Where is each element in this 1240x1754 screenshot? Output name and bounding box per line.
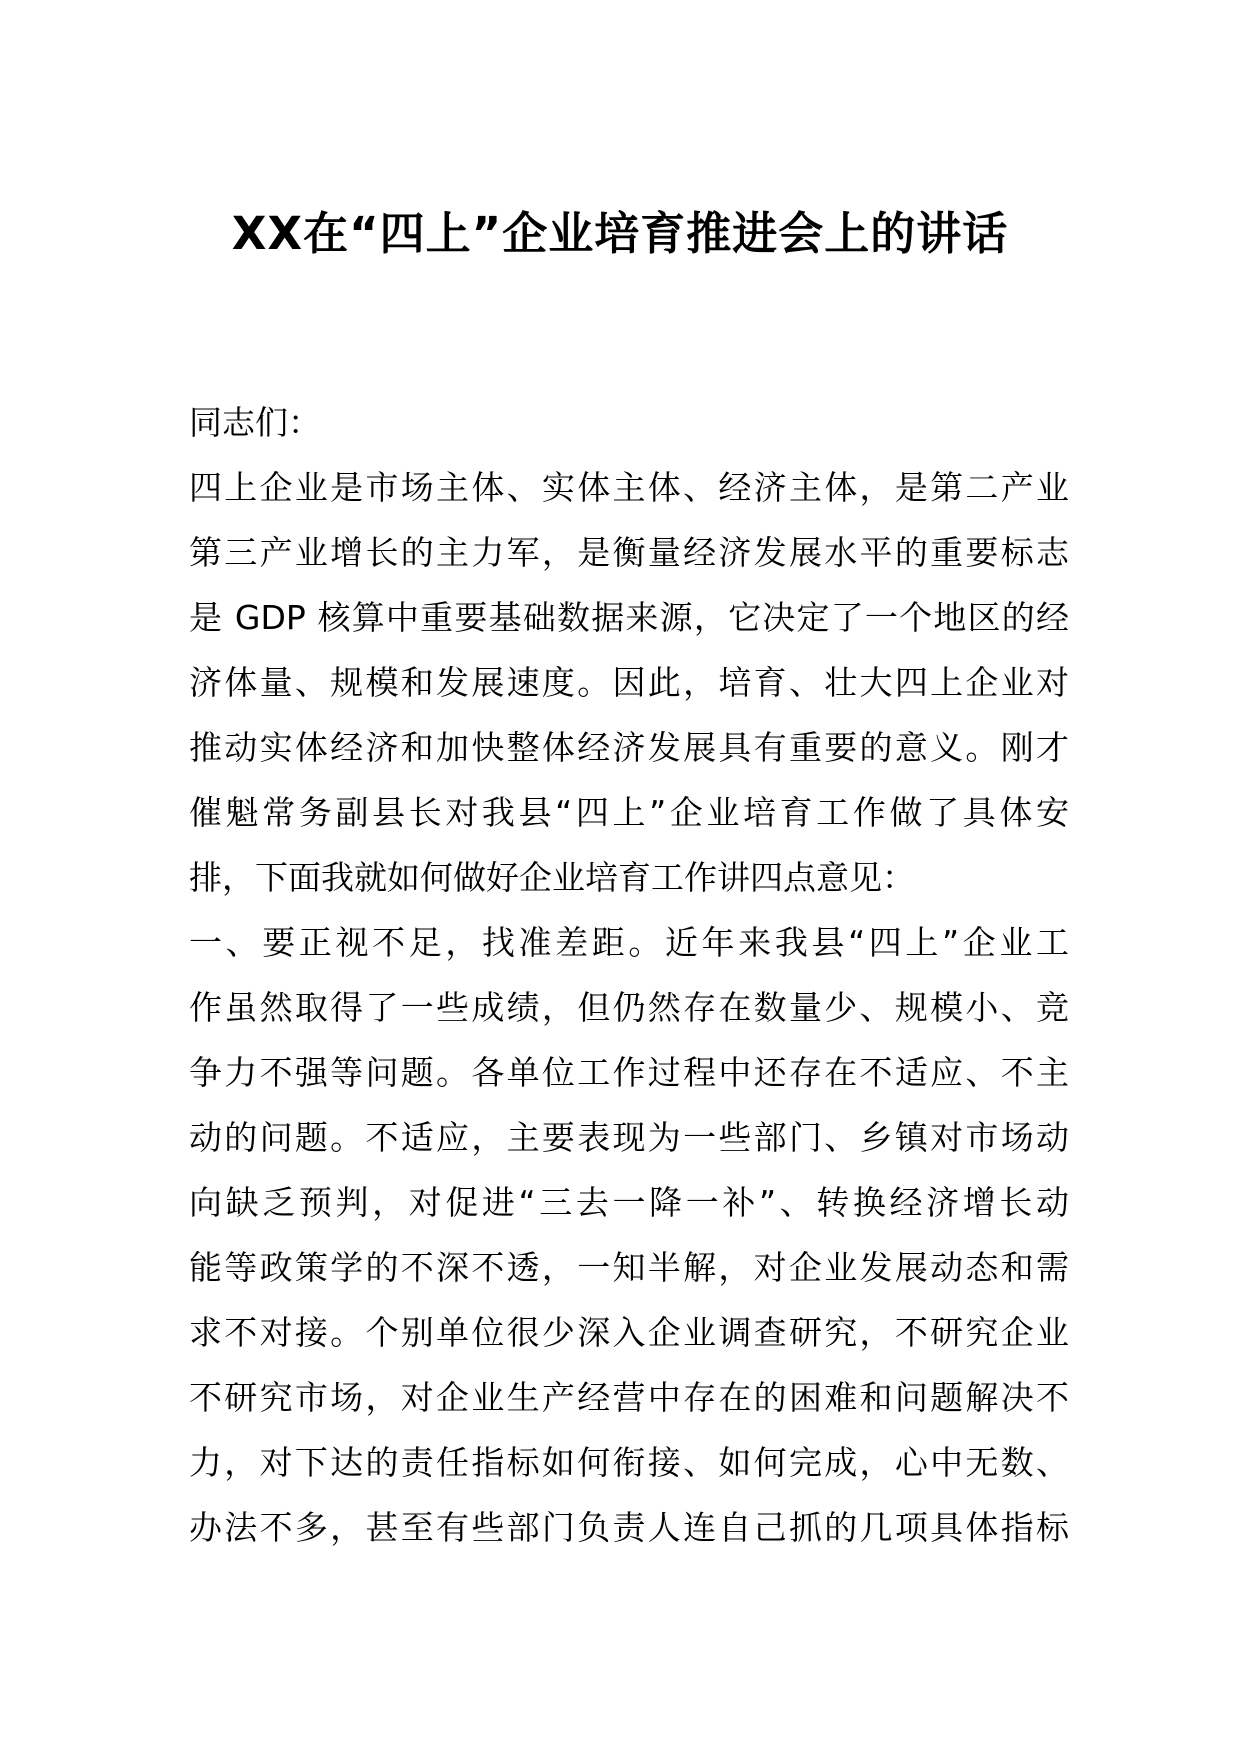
body-line: 争力不强等问题。各单位工作过程中还存在不适应、不主: [189, 1053, 1069, 1092]
body-line: 排，下面我就如何做好企业培育工作讲四点意见：: [189, 858, 915, 897]
section-heading-line: 一、要正视不足，找准差距。近年来我县“四上”企业工: [189, 923, 1069, 962]
body-line: 能等政策学的不深不透，一知半解，对企业发展动态和需: [189, 1248, 1069, 1287]
document-title: XX在“四上”企业培育推进会上的讲话: [231, 207, 1009, 260]
body-line: 力，对下达的责任指标如何衔接、如何完成，心中无数、: [189, 1443, 1069, 1482]
body-line: 作虽然取得了一些成绩，但仍然存在数量少、规模小、竞: [189, 988, 1069, 1027]
body-line: 第三产业增长的主力军，是衡量经济发展水平的重要标志: [189, 533, 1069, 572]
body-line: 向缺乏预判，对促进“三去一降一补”、转换经济增长动: [189, 1183, 1069, 1222]
body-line: 推动实体经济和加快整体经济发展具有重要的意义。刚才: [189, 728, 1069, 767]
body-line: 是 GDP 核算中重要基础数据来源，它决定了一个地区的经: [189, 598, 1069, 637]
document-body: [189, 390, 1069, 1560]
body-line: 四上企业是市场主体、实体主体、经济主体，是第二产业: [189, 468, 1069, 507]
body-line: 动的问题。不适应，主要表现为一些部门、乡镇对市场动: [189, 1118, 1069, 1157]
body-line: 求不对接。个别单位很少深入企业调查研究，不研究企业: [189, 1313, 1069, 1352]
body-line: 催魁常务副县长对我县“四上”企业培育工作做了具体安: [189, 793, 1069, 832]
body-line: 济体量、规模和发展速度。因此，培育、壮大四上企业对: [189, 663, 1069, 702]
body-line: 不研究市场，对企业生产经营中存在的困难和问题解决不: [189, 1378, 1069, 1417]
body-line: 办法不多，甚至有些部门负责人连自己抓的几项具体指标: [189, 1508, 1069, 1547]
salutation-line: 同志们：: [189, 403, 321, 442]
